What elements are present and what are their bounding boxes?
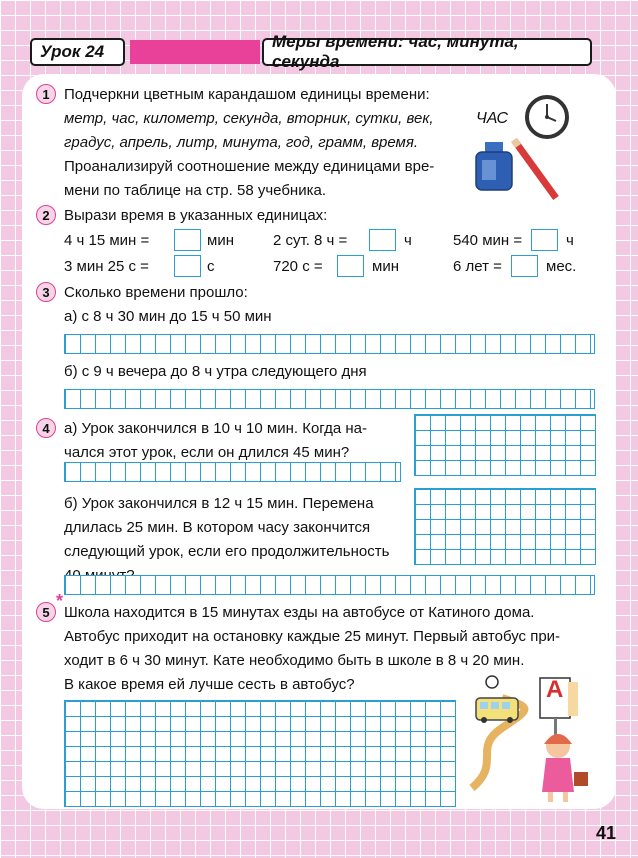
expr-r2c1: 3 мин 25 с = <box>64 258 149 275</box>
expr-r2c2: 720 с = <box>273 258 323 275</box>
lesson-label <box>30 38 125 66</box>
expr-r2c3: 6 лет = <box>453 258 502 275</box>
answer-box[interactable] <box>369 229 396 251</box>
answer-grid[interactable] <box>414 488 596 565</box>
expr-r1c2: 2 сут. 8 ч = <box>273 232 348 249</box>
unit-r1c2: ч <box>404 232 412 249</box>
expr-r1c1: 4 ч 15 мин = <box>64 232 150 249</box>
answer-grid-large[interactable] <box>64 700 456 807</box>
answer-strip[interactable] <box>64 462 401 482</box>
task3-a: а) с 8 ч 30 мин до 15 ч 50 мин <box>64 308 272 325</box>
task-number-3: 3 <box>36 282 56 302</box>
illustration-label: ЧАС <box>476 110 509 127</box>
page-number: 41 <box>595 823 616 843</box>
task3-intro: Сколько времени прошло: <box>64 284 248 301</box>
task4-b-line3: следующий урок, если его продолжительность <box>64 543 390 560</box>
task-number-2: 2 <box>36 205 56 225</box>
task1-line5: мени по таблице на стр. 58 учебника. <box>64 182 326 199</box>
topic-label <box>262 32 592 71</box>
task4-b-line1: б) Урок закончился в 12 ч 15 мин. Перемена <box>64 495 374 512</box>
task-number-5: 5 <box>36 602 56 622</box>
topic-text: Меры времени: час, минута, секунда <box>272 32 519 71</box>
task3-b: б) с 9 ч вечера до 8 ч утра следующего дня <box>64 363 367 380</box>
answer-strip[interactable] <box>64 389 595 409</box>
task5-star: * <box>56 591 64 611</box>
sign-letter: А <box>546 676 564 703</box>
task4-b-line2: длилась 25 мин. В котором часу закончится <box>64 519 371 536</box>
task1-words-line1: метр, час, километр, секунда, вторник, сутки, век, <box>64 110 434 127</box>
task-number-1: 1 <box>36 84 56 104</box>
task1-line4: Проанализируй соотношение между единицами вре- <box>64 158 435 175</box>
header-stripe <box>130 40 260 64</box>
answer-box[interactable] <box>174 255 201 277</box>
task4-a-line1: а) Урок закончился в 10 ч 10 мин. Когда на- <box>64 420 367 437</box>
answer-strip[interactable] <box>64 575 595 595</box>
pencil-icon <box>508 136 562 206</box>
expr-r1c3: 540 мин = <box>453 232 523 249</box>
unit-r2c1: с <box>207 258 215 275</box>
lesson-text: Урок 24 <box>40 42 105 61</box>
answer-box[interactable] <box>511 255 538 277</box>
task5-line4: В какое время ей лучше сесть в автобус? <box>64 676 355 693</box>
task4-a-line2: чался этот урок, если он длился 45 мин? <box>64 444 350 461</box>
task-number-4: 4 <box>36 418 56 438</box>
task1-line1: Подчеркни цветным карандашом единицы времени: <box>64 86 430 103</box>
answer-box[interactable] <box>337 255 364 277</box>
answer-grid[interactable] <box>414 414 596 476</box>
task2-intro: Вырази время в указанных единицах: <box>64 207 328 224</box>
unit-r2c2: мин <box>372 258 399 275</box>
task5-line1: Школа находится в 15 минутах езды на автобусе от Катиного дома. <box>64 604 535 621</box>
clock-icon <box>524 94 570 140</box>
unit-r2c3: мес. <box>546 258 577 275</box>
answer-box[interactable] <box>174 229 201 251</box>
unit-r1c3: ч <box>566 232 574 249</box>
answer-box[interactable] <box>531 229 558 251</box>
task5-line3: ходит в 6 ч 30 минут. Кате необходимо быть в школе в 8 ч 20 мин. <box>64 652 525 669</box>
bus-stop-illustration <box>462 668 604 808</box>
answer-strip[interactable] <box>64 334 595 354</box>
task5-line2: Автобус приходит на остановку каждые 25 минут. Первый автобус при- <box>64 628 561 645</box>
task1-words-line2: градус, апрель, литр, минута, год, грамм, время. <box>64 134 419 151</box>
unit-r1c1: мин <box>207 232 234 249</box>
